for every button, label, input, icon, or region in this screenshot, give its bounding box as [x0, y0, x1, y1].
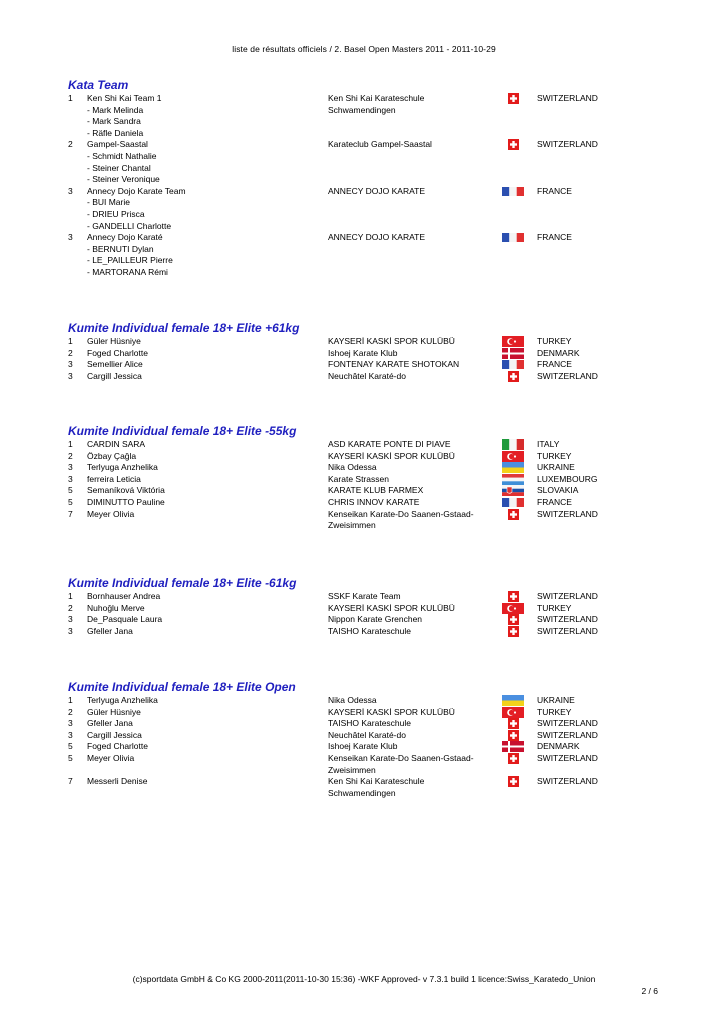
rank: 3 [68, 729, 73, 740]
results-section [68, 321, 648, 382]
country-name: TURKEY [537, 602, 572, 613]
switzerland-flag-icon [502, 93, 524, 104]
competitor-name: Meyer Olivia [87, 508, 135, 519]
club-name: Ken Shi Kai Karateschule [328, 93, 425, 103]
rank: 3 [68, 232, 73, 243]
result-row [68, 603, 648, 615]
rank: 7 [68, 776, 73, 787]
country-name: SWITZERLAND [537, 752, 598, 763]
result-row-continuation [68, 255, 648, 267]
club-name: Karate Strassen [328, 473, 389, 484]
result-entry [68, 186, 648, 232]
rank: 5 [68, 741, 73, 752]
team-member: - Räfle Daniela [87, 127, 144, 138]
italy-flag-icon [502, 439, 524, 450]
country-name: SWITZERLAND [537, 370, 598, 381]
competitor-name: Messerli Denise [87, 776, 148, 787]
switzerland-flag-icon [502, 139, 524, 150]
competitor-name: Cargill Jessica [87, 370, 142, 381]
country-name: FRANCE [537, 359, 572, 370]
club-name-continuation: Schwamendingen [328, 104, 396, 115]
result-row-continuation [68, 163, 648, 175]
competitor-name: Foged Charlotte [87, 347, 148, 358]
result-row [68, 451, 648, 463]
result-entry [68, 139, 648, 185]
footer-copyright: (c)sportdata GmbH & Co KG 2000-2011(2011-10-30 15:36) -WKF Approved- v 7.3.1 build 1 licence:Swiss_Karatedo_Union [132, 974, 596, 984]
rank: 2 [68, 602, 73, 613]
result-row [68, 741, 648, 753]
team-member: - LE_PAILLEUR Pierre [87, 255, 173, 266]
competitor-name: Cargill Jessica [87, 729, 142, 740]
section-title: Kumite Individual female 18+ Elite -55kg [68, 424, 297, 438]
result-entry [68, 707, 648, 719]
result-row [68, 93, 648, 105]
competitor-name: DIMINUTTO Pauline [87, 496, 165, 507]
competitor-name: Terlyuga Anzhelika [87, 462, 158, 473]
rank: 1 [68, 439, 73, 449]
result-row [68, 591, 648, 603]
club-name: Ishoej Karate Klub [328, 347, 398, 358]
rank: 1 [68, 695, 73, 705]
result-row [68, 232, 648, 244]
results-section [68, 576, 648, 637]
rank: 3 [68, 718, 73, 729]
rank: 2 [68, 139, 73, 150]
club-name: Neuchâtel Karaté-do [328, 370, 406, 381]
competitor-name: Meyer Olivia [87, 752, 135, 763]
club-name: KAYSERİ KASKİ SPOR KULÜBÜ [328, 450, 455, 461]
rank: 2 [68, 347, 73, 358]
country-name: SWITZERLAND [537, 591, 598, 601]
france-flag-icon [502, 186, 524, 197]
country-name: FRANCE [537, 496, 572, 507]
switzerland-flag-icon [502, 776, 524, 787]
result-row [68, 139, 648, 151]
france-flag-icon [502, 232, 524, 243]
result-row [68, 348, 648, 360]
result-row [68, 753, 648, 765]
country-name: SWITZERLAND [537, 614, 598, 625]
switzerland-flag-icon [502, 626, 524, 637]
france-flag-icon [502, 497, 524, 508]
page-header: liste de résultats officiels / 2. Basel Open Masters 2011 - 2011-10-29 [232, 44, 496, 54]
result-entry [68, 474, 648, 486]
country-name: TURKEY [537, 706, 572, 717]
competitor-name: Gampel-Saastal [87, 139, 148, 150]
club-name: KAYSERİ KASKİ SPOR KULÜBÜ [328, 602, 455, 613]
result-row [68, 718, 648, 730]
result-entry [68, 741, 648, 753]
rank: 3 [68, 614, 73, 625]
club-name: ASD KARATE PONTE DI PIAVE [328, 439, 451, 449]
results-section [68, 424, 648, 532]
result-row-continuation [68, 520, 648, 532]
result-entry [68, 776, 648, 799]
team-member: - Mark Melinda [87, 104, 144, 115]
switzerland-flag-icon [502, 371, 524, 382]
competitor-name: Semaníková Viktória [87, 485, 165, 496]
team-member: - MARTORANA Rémi [87, 266, 168, 277]
result-row [68, 776, 648, 788]
switzerland-flag-icon [502, 730, 524, 741]
country-name: DENMARK [537, 741, 580, 752]
country-name: FRANCE [537, 232, 572, 243]
page-number: 2 / 6 [641, 986, 658, 996]
country-name: TURKEY [537, 336, 572, 346]
result-row-continuation [68, 174, 648, 186]
club-name: KARATE KLUB FARMEX [328, 485, 424, 496]
section-title: Kumite Individual female 18+ Elite +61kg [68, 321, 300, 335]
result-entry [68, 591, 648, 603]
section-title: Kumite Individual female 18+ Elite -61kg [68, 576, 297, 590]
rank: 5 [68, 496, 73, 507]
competitor-name: Annecy Dojo Karaté [87, 232, 163, 243]
rank: 3 [68, 625, 73, 636]
result-entry [68, 485, 648, 497]
result-row [68, 707, 648, 719]
result-row-continuation [68, 105, 648, 117]
luxembourg-flag-icon [502, 474, 524, 485]
club-name: TAISHO Karateschule [328, 625, 411, 636]
competitor-name: Annecy Dojo Karate Team [87, 185, 186, 196]
club-name-continuation: Zweisimmen [328, 764, 376, 775]
country-name: LUXEMBOURG [537, 473, 598, 484]
club-name: TAISHO Karateschule [328, 718, 411, 729]
rank: 5 [68, 485, 73, 496]
country-name: TURKEY [537, 450, 572, 461]
result-row-continuation [68, 128, 648, 140]
club-name: KAYSERİ KASKİ SPOR KULÜBÜ [328, 706, 455, 717]
result-row [68, 497, 648, 509]
turkey-flag-icon [502, 336, 524, 347]
competitor-name: CARDIN SARA [87, 439, 146, 449]
country-name: SLOVAKIA [537, 485, 579, 496]
competitor-name: Gfeller Jana [87, 718, 133, 729]
result-row [68, 336, 648, 348]
result-entry [68, 232, 648, 278]
country-name: SWITZERLAND [537, 139, 598, 150]
team-member: - DRIEU Prisca [87, 208, 145, 219]
rank: 3 [68, 370, 73, 381]
competitor-name: Terlyuga Anzhelika [87, 695, 158, 705]
result-row-continuation [68, 209, 648, 221]
rank: 1 [68, 93, 73, 103]
competitor-name: Nuhoğlu Merve [87, 602, 145, 613]
result-row-continuation [68, 765, 648, 777]
club-name: KAYSERİ KASKİ SPOR KULÜBÜ [328, 336, 455, 346]
result-entry [68, 614, 648, 626]
country-name: SWITZERLAND [537, 93, 598, 103]
team-member: - GANDELLI Charlotte [87, 220, 172, 231]
competitor-name: Bornhauser Andrea [87, 591, 161, 601]
club-name: ANNECY DOJO KARATE [328, 185, 425, 196]
club-name-continuation: Schwamendingen [328, 787, 396, 798]
switzerland-flag-icon [502, 718, 524, 729]
club-name: Kenseikan Karate-Do Saanen-Gstaad- [328, 752, 474, 763]
rank: 3 [68, 185, 73, 196]
result-row [68, 439, 648, 451]
competitor-name: Gfeller Jana [87, 625, 133, 636]
section-title: Kata Team [68, 78, 129, 92]
result-entry [68, 359, 648, 371]
team-member: - Steiner Chantal [87, 162, 151, 173]
club-name: ANNECY DOJO KARATE [328, 232, 425, 243]
result-row [68, 186, 648, 198]
country-name: ITALY [537, 439, 560, 449]
club-name: Nika Odessa [328, 695, 377, 705]
competitor-name: Güler Hüsniye [87, 336, 141, 346]
result-row [68, 730, 648, 742]
result-row [68, 462, 648, 474]
club-name: Ken Shi Kai Karateschule [328, 776, 425, 787]
club-name: CHRIS INNOV KARATE [328, 496, 420, 507]
competitor-name: Foged Charlotte [87, 741, 148, 752]
result-row [68, 474, 648, 486]
result-row-continuation [68, 151, 648, 163]
switzerland-flag-icon [502, 614, 524, 625]
result-row [68, 509, 648, 521]
results-section [68, 680, 648, 799]
team-member: - Mark Sandra [87, 116, 141, 127]
club-name: Nippon Karate Grenchen [328, 614, 423, 625]
result-entry [68, 371, 648, 383]
club-name: Ishoej Karate Klub [328, 741, 398, 752]
ukraine-flag-icon [502, 462, 524, 473]
result-row-continuation [68, 197, 648, 209]
team-member: - BERNUTI Dylan [87, 243, 154, 254]
club-name: FONTENAY KARATE SHOTOKAN [328, 359, 460, 370]
rank: 2 [68, 450, 73, 461]
result-entry [68, 336, 648, 348]
team-member: - Schmidt Nathalie [87, 150, 157, 161]
result-row-continuation [68, 116, 648, 128]
result-entry [68, 718, 648, 730]
competitor-name: Güler Hüsniye [87, 706, 141, 717]
club-name: Kenseikan Karate-Do Saanen-Gstaad- [328, 508, 474, 519]
country-name: SWITZERLAND [537, 718, 598, 729]
competitor-name: Semellier Alice [87, 359, 143, 370]
switzerland-flag-icon [502, 753, 524, 764]
competitor-name: Ken Shi Kai Team 1 [87, 93, 162, 103]
result-row [68, 371, 648, 383]
country-name: UKRAINE [537, 695, 575, 705]
result-row [68, 359, 648, 371]
team-member: - Steiner Veronique [87, 174, 160, 185]
country-name: SWITZERLAND [537, 625, 598, 636]
ukraine-flag-icon [502, 695, 524, 706]
turkey-flag-icon [502, 707, 524, 718]
result-row-continuation [68, 788, 648, 800]
result-entry [68, 695, 648, 707]
rank: 1 [68, 336, 73, 346]
france-flag-icon [502, 359, 524, 370]
result-row [68, 626, 648, 638]
country-name: UKRAINE [537, 462, 575, 473]
club-name: Neuchâtel Karaté-do [328, 729, 406, 740]
result-entry [68, 497, 648, 509]
club-name-continuation: Zweisimmen [328, 520, 376, 531]
competitor-name: Özbay Çağla [87, 450, 137, 461]
denmark-flag-icon [502, 741, 524, 752]
result-entry [68, 626, 648, 638]
country-name: SWITZERLAND [537, 776, 598, 787]
turkey-flag-icon [502, 451, 524, 462]
result-entry [68, 753, 648, 776]
rank: 3 [68, 462, 73, 473]
rank: 1 [68, 591, 73, 601]
result-row-continuation [68, 221, 648, 233]
club-name: Nika Odessa [328, 462, 377, 473]
switzerland-flag-icon [502, 509, 524, 520]
result-entry [68, 451, 648, 463]
competitor-name: De_Pasquale Laura [87, 614, 163, 625]
rank: 3 [68, 359, 73, 370]
turkey-flag-icon [502, 603, 524, 614]
result-entry [68, 348, 648, 360]
result-entry [68, 603, 648, 615]
denmark-flag-icon [502, 348, 524, 359]
result-entry [68, 439, 648, 451]
rank: 5 [68, 752, 73, 763]
result-row [68, 485, 648, 497]
rank: 7 [68, 508, 73, 519]
country-name: SWITZERLAND [537, 729, 598, 740]
result-entry [68, 462, 648, 474]
result-entry [68, 509, 648, 532]
rank: 3 [68, 473, 73, 484]
slovakia-flag-icon [502, 485, 524, 496]
result-row-continuation [68, 244, 648, 256]
result-entry [68, 93, 648, 139]
competitor-name: ferreira Leticia [87, 473, 141, 484]
club-name: SSKF Karate Team [328, 591, 401, 601]
team-member: - BUI Marie [87, 197, 130, 208]
switzerland-flag-icon [502, 591, 524, 602]
result-row [68, 695, 648, 707]
section-title: Kumite Individual female 18+ Elite Open [68, 680, 296, 694]
result-row-continuation [68, 267, 648, 279]
result-entry [68, 730, 648, 742]
results-section [68, 78, 648, 279]
country-name: SWITZERLAND [537, 508, 598, 519]
result-row [68, 614, 648, 626]
country-name: FRANCE [537, 185, 572, 196]
club-name: Karateclub Gampel-Saastal [328, 139, 432, 150]
country-name: DENMARK [537, 347, 580, 358]
rank: 2 [68, 706, 73, 717]
